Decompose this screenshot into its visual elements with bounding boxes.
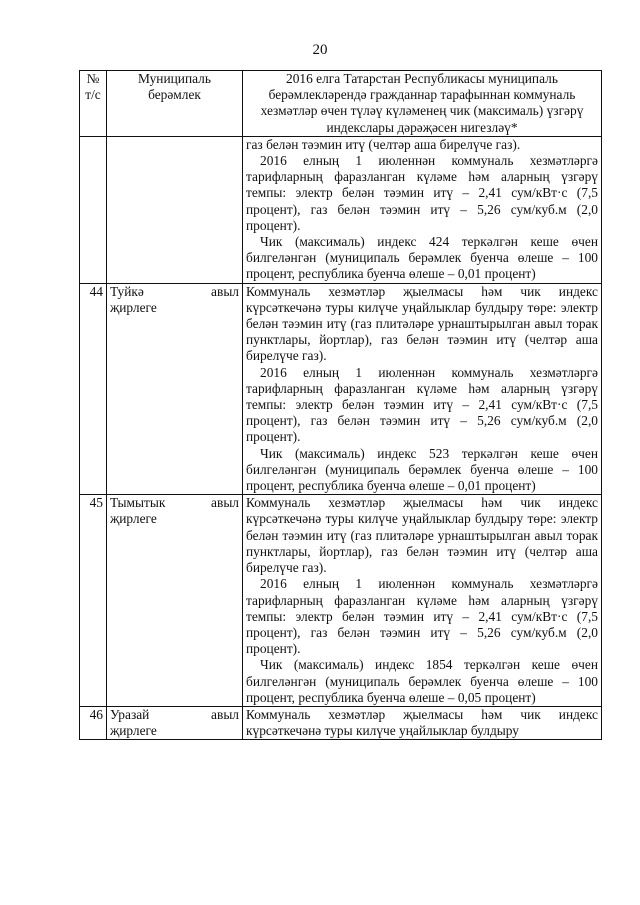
page-number: 20 [312,42,328,58]
row-text-cell [243,136,602,283]
municipality-type: авыл [211,283,239,299]
table-row [80,136,602,283]
municipality-type: авыл [211,706,239,722]
table-row [80,283,602,495]
paragraph: 2016 елның 1 июленнән коммуналь хезмәтләргә тарифларның фаразланган күләме һәм аларның үзгәрү темпы: электр белән тәэмин итү – 2,41 сум/кВт·с (7,5 процент), газ белән тәэмин итү – 5,26 сум/куб.м (2,0 процент). [246,153,598,233]
paragraph: Чик (максималь) индекс 424 теркәлгән кеше өчен билгеләнгән (муниципаль берәмлек буенча өлеше – 100 процент, республика буенча өлеше – 0,01 процент) [246,234,598,282]
paragraph: Коммуналь хезмәтләр җыелмасы һәм чик индекс күрсәткечәнә туры килүче уңайлыклар булдыру [246,706,598,739]
municipality-suffix: җирлеге [110,723,157,739]
header-justification: 2016 елга Татарстан Республикасы муниципаль берәмлекләрендә гражданнар тарафыннан коммуналь хезмәтләр өчен түләү күләменең чик (максималь) үзгәрү индекслары дәрәҗәсен нигезләү* [243,71,602,137]
paragraph: газ белән тәэмин итү (челтәр аша бирелүче газ). [246,136,521,152]
paragraph: Чик (максималь) индекс 523 теркәлгән кеше өчен билгеләнгән (муниципаль берәмлек буенча өлеше – 100 процент, республика буенча өлеше – 0,01 процент) [246,445,598,494]
row-number: 46 [80,706,107,739]
municipality-suffix: җирлеге [110,299,157,315]
municipality-name: Уразай [110,706,150,722]
row-municipality [107,706,243,739]
row-number-cell [80,136,107,283]
paragraph: 2016 елның 1 июленнән коммуналь хезмәтләргә тарифларның фаразланган күләме һәм аларның үзгәрү темпы: электр белән тәэмин итү – 2,41 сум/кВт·с (7,5 процент), газ белән тәэмин итү – 5,26 сум/куб.м (2,0 процент). [246,576,598,657]
municipality-name: Туйкә [110,283,144,299]
row-number: 45 [80,495,107,707]
paragraph: Коммуналь хезмәтләр җыелмасы һәм чик индекс күрсәткечәнә туры килүче уңайлыклар булдыру төре: электр белән тәэмин итү (газ плитәләре урнаштырылган авыл торак пунктлары, йортлар), газ белән тәэмин итү (челтәр аша бирелүче газ). [246,283,598,364]
table-header-row [80,71,602,137]
header-municipality: Муниципаль берәмлек [107,71,243,137]
row-text-cell [243,283,602,495]
municipality-type: авыл [211,495,239,511]
municipality-name: Тымытык [110,495,166,511]
municipality-suffix: җирлеге [110,511,157,527]
municipal-index-table [79,70,602,740]
paragraph: 2016 елның 1 июленнән коммуналь хезмәтләргә тарифларның фаразланган күләме һәм аларның үзгәрү темпы: электр белән тәэмин итү – 2,41 сум/кВт·с (7,5 процент), газ белән тәэмин итү – 5,26 сум/куб.м (2,0 процент). [246,364,598,445]
row-municipality [107,283,243,495]
row-municipality-cell [107,136,243,283]
table-row [80,706,602,739]
row-text-cell [243,706,602,739]
row-municipality [107,495,243,707]
row-text-cell [243,495,602,707]
table-row [80,495,602,707]
paragraph: Коммуналь хезмәтләр җыелмасы һәм чик индекс күрсәткечәнә туры килүче уңайлыклар булдыру төре: электр белән тәэмин итү (газ плитәләре урнаштырылган авыл торак пунктлары, йортлар), газ белән тәэмин итү (челтәр аша бирелүче газ). [246,495,598,576]
row-number: 44 [80,283,107,495]
paragraph: Чик (максималь) индекс 1854 теркәлгән кеше өчен билгеләнгән (муниципаль берәмлек буенча өлеше – 100 процент, республика буенча өлеше – 0,05 процент) [246,657,598,705]
header-number: № т/с [80,71,107,137]
